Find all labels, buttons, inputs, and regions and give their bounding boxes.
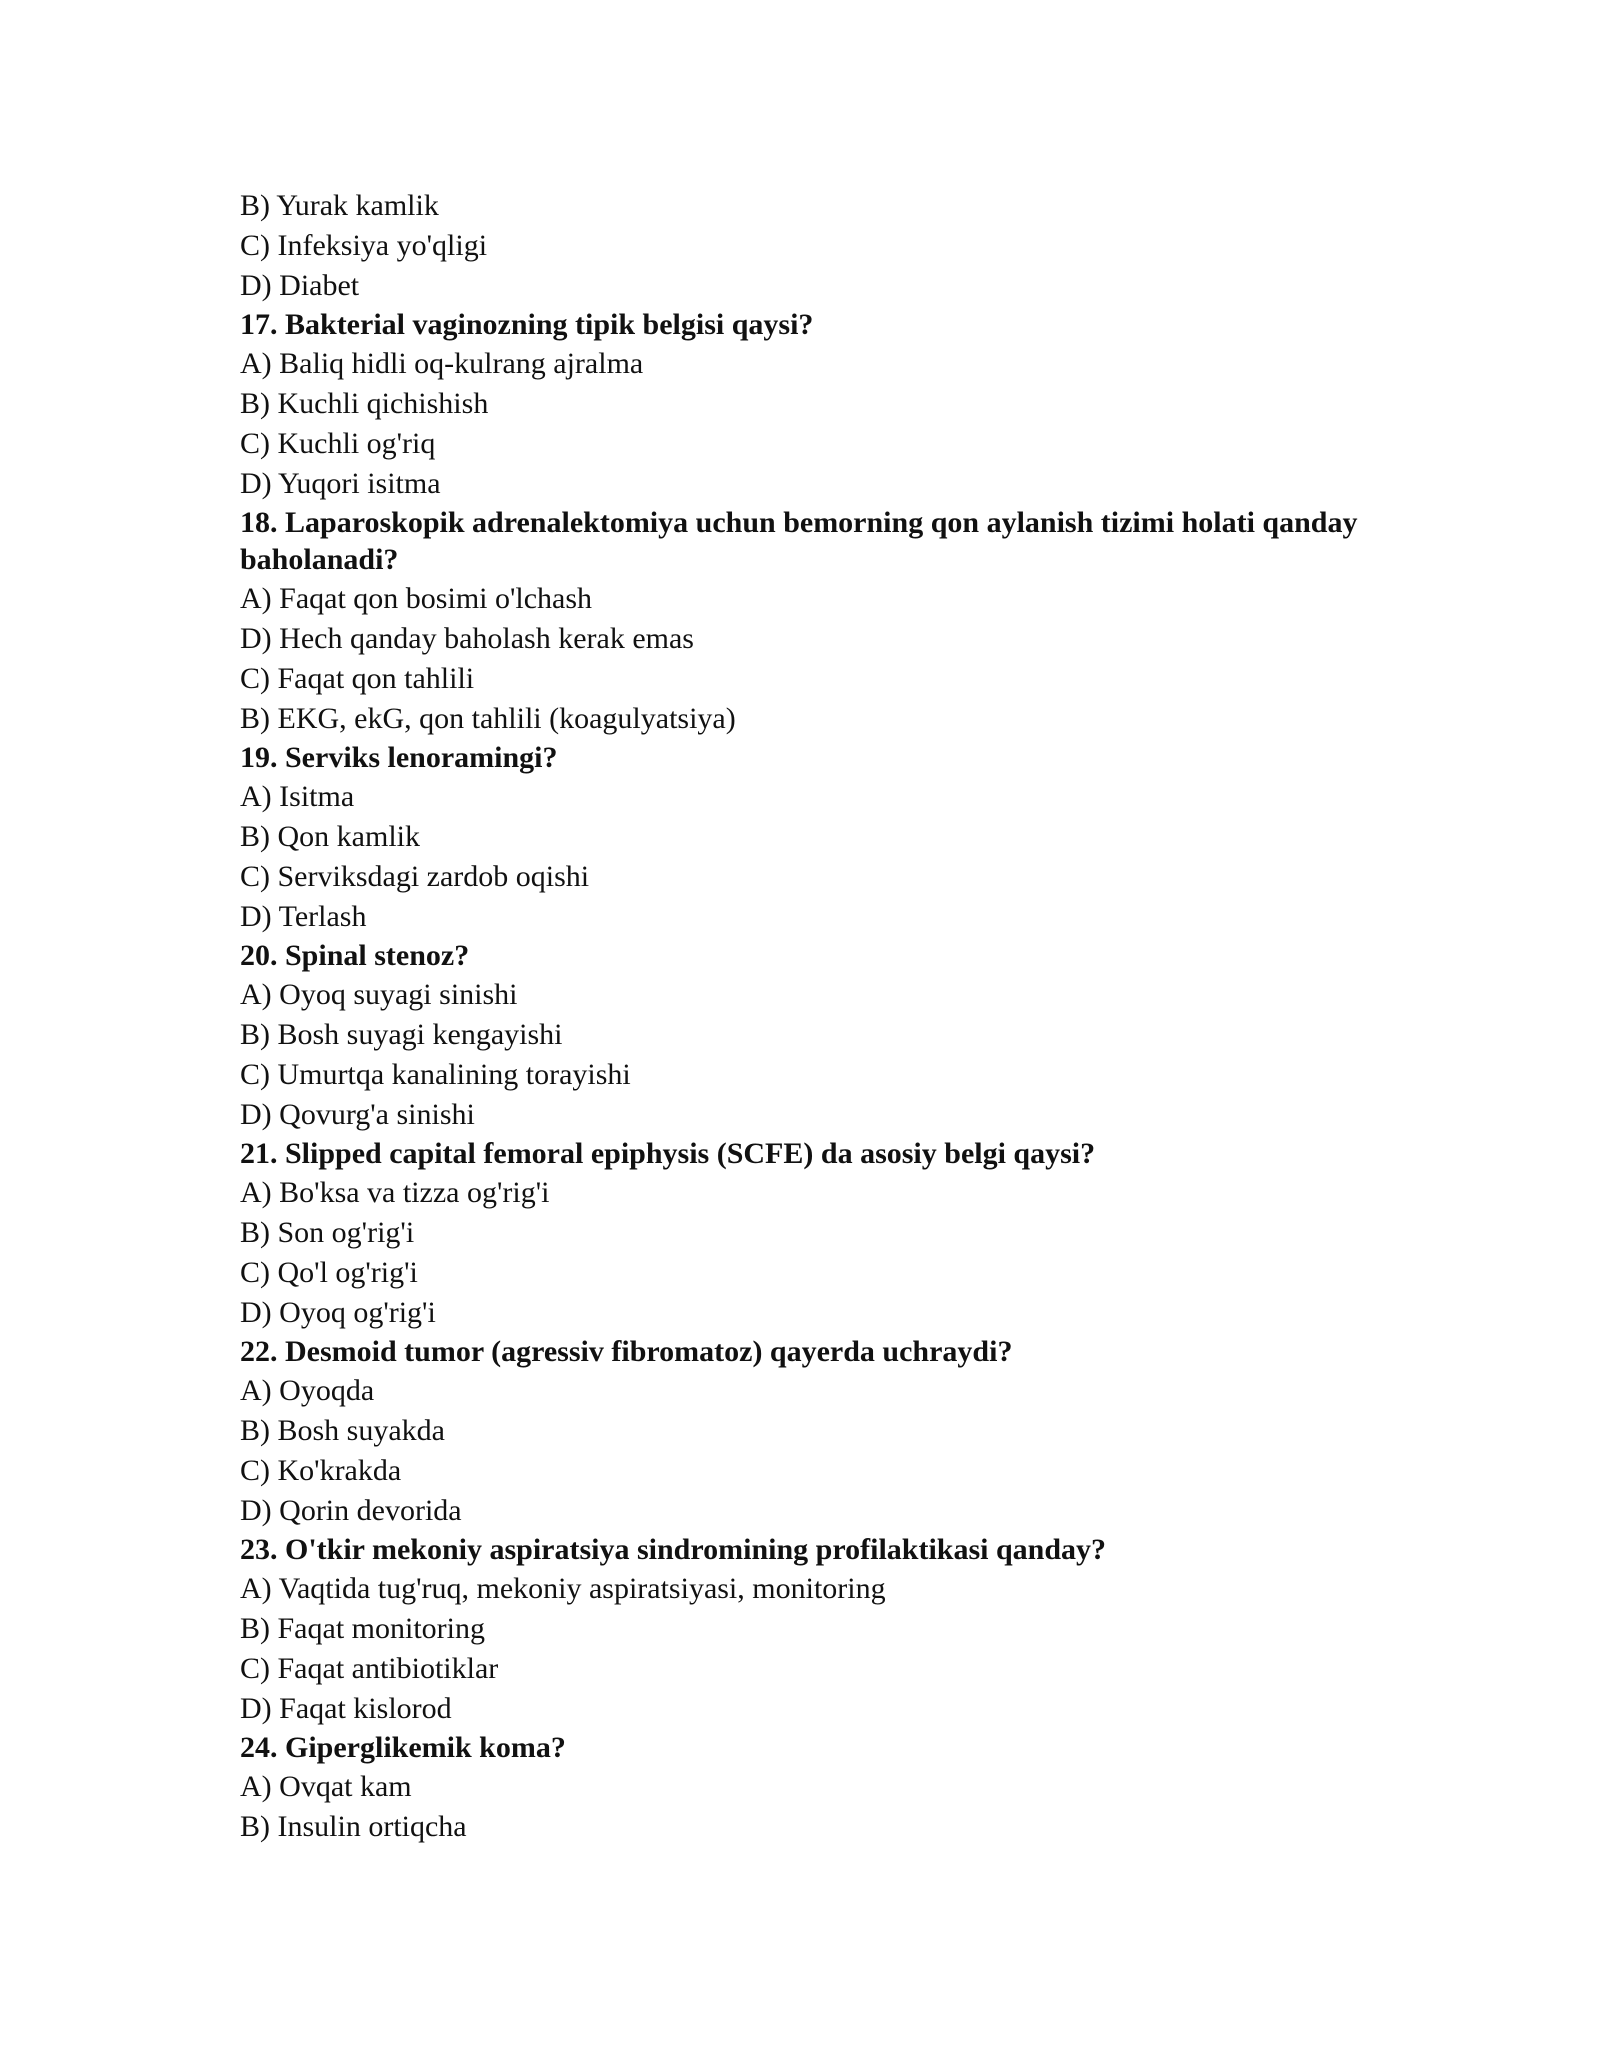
option-text: C) Qo'l og'rig'i bbox=[240, 1256, 418, 1289]
option-text: A) Baliq hidli oq-kulrang ajralma bbox=[240, 347, 644, 380]
option-text: B) Faqat monitoring bbox=[240, 1612, 485, 1645]
question-text: 18. Laparoskopik adrenalektomiya uchun bemorning qon aylanish tizimi holati qanday baholanadi? bbox=[240, 506, 1358, 576]
option-text: C) Faqat qon tahlili bbox=[240, 662, 475, 695]
option-text: B) Qon kamlik bbox=[240, 820, 420, 853]
option-text: D) Faqat kislorod bbox=[240, 1692, 452, 1725]
option-text: D) Qovurg'a sinishi bbox=[240, 1098, 475, 1131]
leading-options bbox=[240, 186, 1420, 306]
question-18 bbox=[240, 504, 1420, 739]
option-text: B) Son og'rig'i bbox=[240, 1216, 415, 1249]
question-20 bbox=[240, 937, 1420, 1135]
question-text: 21. Slipped capital femoral epiphysis (SCFE) da asosiy belgi qaysi? bbox=[240, 1137, 1096, 1170]
option-text: A) Isitma bbox=[240, 780, 355, 813]
option-text: B) Yurak kamlik bbox=[240, 189, 439, 222]
option-text: C) Serviksdagi zardob oqishi bbox=[240, 860, 590, 893]
option-text: C) Umurtqa kanalining torayishi bbox=[240, 1058, 631, 1091]
option-text: A) Faqat qon bosimi o'lchash bbox=[240, 582, 593, 615]
option-text: C) Kuchli og'riq bbox=[240, 427, 436, 460]
question-text: 22. Desmoid tumor (agressiv fibromatoz) qayerda uchraydi? bbox=[240, 1335, 1013, 1368]
question-text: 23. O'tkir mekoniy aspiratsiya sindromining profilaktikasi qanday? bbox=[240, 1533, 1107, 1566]
option-text: B) EKG, ekG, qon tahlili (koagulyatsiya) bbox=[240, 702, 736, 735]
question-24 bbox=[240, 1729, 1420, 1847]
option-text: D) Terlash bbox=[240, 900, 367, 933]
document-page bbox=[240, 186, 1420, 1847]
question-21 bbox=[240, 1135, 1420, 1333]
option-text: B) Bosh suyakda bbox=[240, 1414, 445, 1447]
question-17 bbox=[240, 306, 1420, 504]
option-text: C) Faqat antibiotiklar bbox=[240, 1652, 499, 1685]
option-text: C) Infeksiya yo'qligi bbox=[240, 229, 488, 262]
option-text: A) Oyoq suyagi sinishi bbox=[240, 978, 518, 1011]
option-text: D) Oyoq og'rig'i bbox=[240, 1296, 436, 1329]
option-text: D) Yuqori isitma bbox=[240, 467, 441, 500]
question-19 bbox=[240, 739, 1420, 937]
option-text: D) Diabet bbox=[240, 269, 360, 302]
question-text: 19. Serviks lenoramingi? bbox=[240, 741, 558, 774]
question-23 bbox=[240, 1531, 1420, 1729]
question-text: 24. Giperglikemik koma? bbox=[240, 1731, 566, 1764]
option-text: B) Bosh suyagi kengayishi bbox=[240, 1018, 563, 1051]
question-text: 20. Spinal stenoz? bbox=[240, 939, 470, 972]
option-text: D) Qorin devorida bbox=[240, 1494, 462, 1527]
option-text: A) Oyoqda bbox=[240, 1374, 375, 1407]
option-text: B) Kuchli qichishish bbox=[240, 387, 489, 420]
question-22 bbox=[240, 1333, 1420, 1531]
option-text: B) Insulin ortiqcha bbox=[240, 1810, 467, 1843]
option-text: D) Hech qanday baholash kerak emas bbox=[240, 622, 694, 655]
option-text: A) Bo'ksa va tizza og'rig'i bbox=[240, 1176, 550, 1209]
option-text: A) Vaqtida tug'ruq, mekoniy aspiratsiyasi, monitoring bbox=[240, 1572, 886, 1605]
question-text: 17. Bakterial vaginozning tipik belgisi qaysi? bbox=[240, 308, 814, 341]
option-text: C) Ko'krakda bbox=[240, 1454, 402, 1487]
option-text: A) Ovqat kam bbox=[240, 1770, 412, 1803]
